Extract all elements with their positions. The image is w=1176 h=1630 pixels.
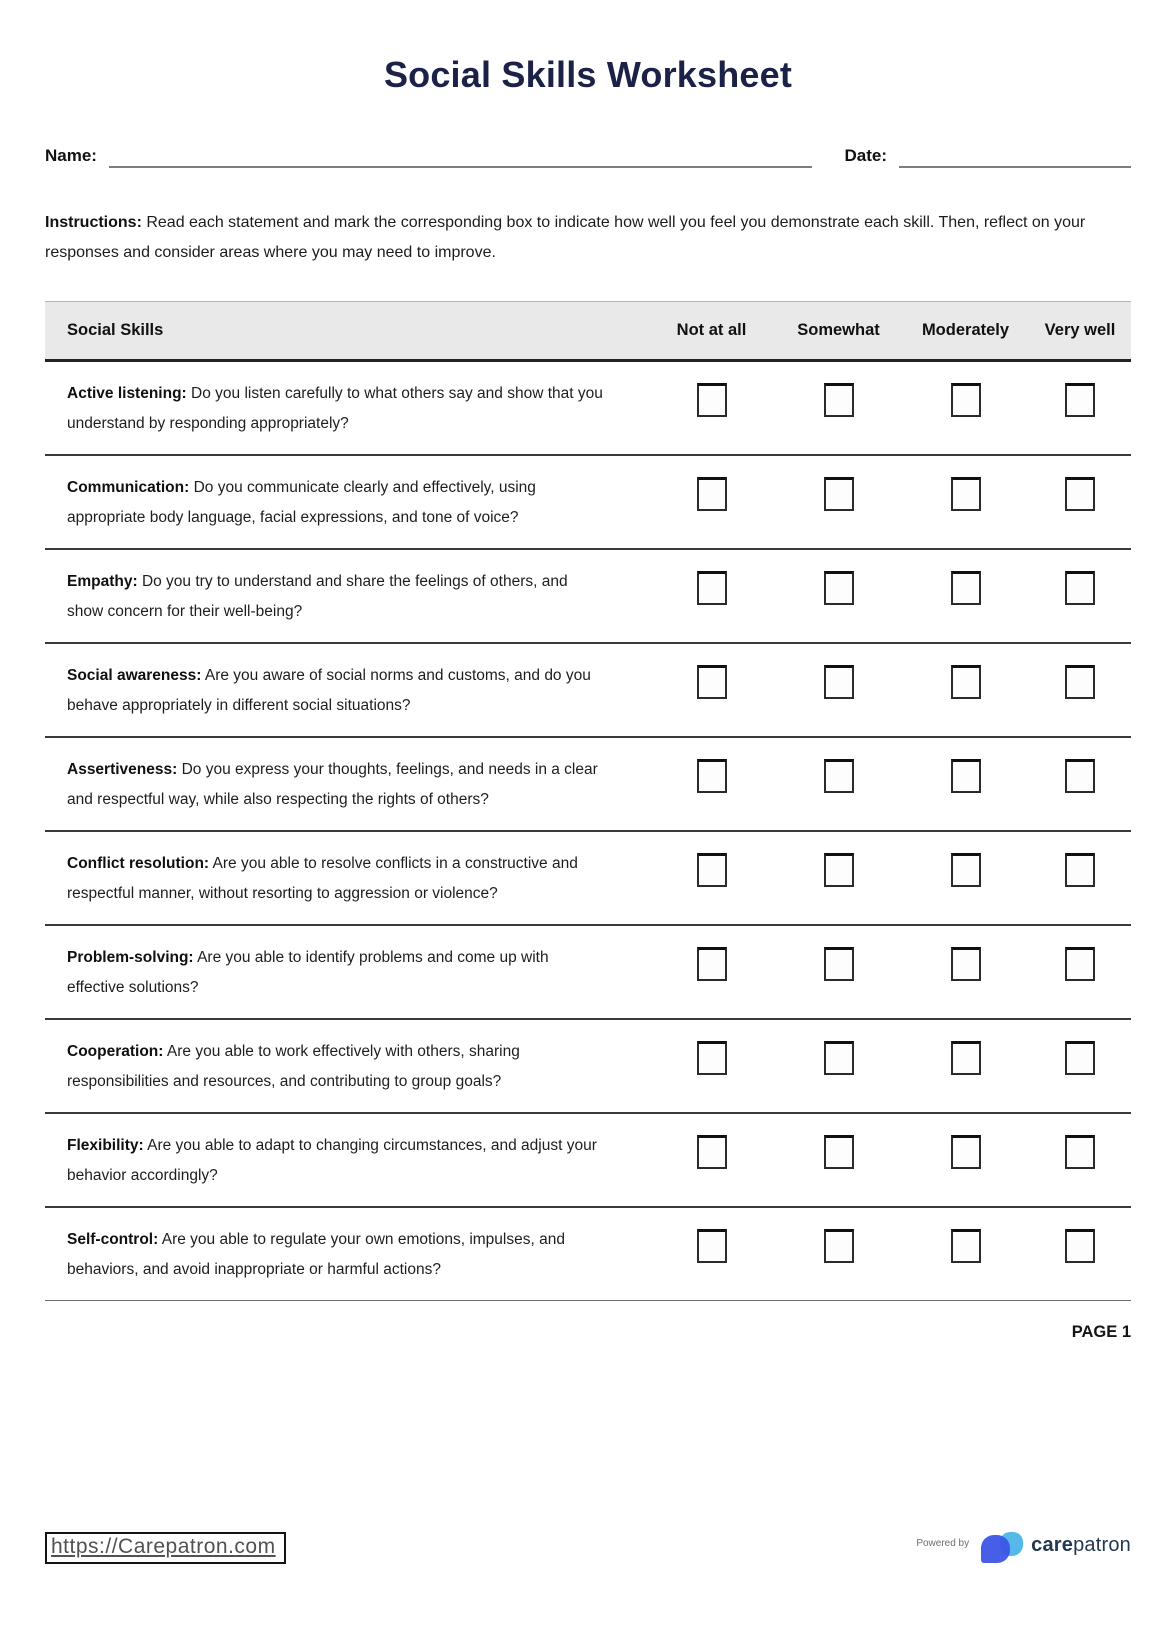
- checkbox-cooperation-very-well[interactable]: [1065, 1041, 1095, 1075]
- checkbox-problem-solving-very-well[interactable]: [1065, 947, 1095, 981]
- table-row: [45, 644, 1131, 738]
- skill-description: Are you able to regulate your own emotions, impulses, and behaviors, and avoid inappropriate or harmful actions?: [67, 1231, 565, 1278]
- skill-name: Conflict resolution:: [67, 855, 210, 872]
- checkbox-assertiveness-moderately[interactable]: [951, 759, 981, 793]
- checkbox-communication-somewhat[interactable]: [824, 477, 854, 511]
- checkbox-problem-solving-not-at-all[interactable]: [697, 947, 727, 981]
- rating-cell: [775, 738, 902, 808]
- column-header-very-well: Very well: [1044, 321, 1116, 339]
- checkbox-communication-very-well[interactable]: [1065, 477, 1095, 511]
- table-row: [45, 1208, 1131, 1301]
- skill-cell: [45, 926, 648, 1018]
- skill-description: Are you able to identify problems and come up with effective solutions?: [67, 949, 549, 996]
- checkbox-assertiveness-somewhat[interactable]: [824, 759, 854, 793]
- skill-description: Are you able to resolve conflicts in a constructive and respectful manner, without resorting to aggression or violence?: [67, 855, 578, 902]
- checkbox-active-listening-somewhat[interactable]: [824, 383, 854, 417]
- rating-cell: [648, 1020, 775, 1090]
- table-row: [45, 1114, 1131, 1208]
- table-row: [45, 456, 1131, 550]
- checkbox-flexibility-moderately[interactable]: [951, 1135, 981, 1169]
- skill-description: Do you try to understand and share the feelings of others, and show concern for their well-being?: [67, 573, 568, 620]
- rating-cell: [902, 1114, 1029, 1184]
- brand-care: care: [1031, 1533, 1074, 1556]
- rating-cell: [775, 362, 902, 432]
- column-header-somewhat: Somewhat: [797, 321, 880, 339]
- skill-name: Active listening:: [67, 385, 187, 402]
- name-field[interactable]: [109, 144, 813, 168]
- skill-name: Assertiveness:: [67, 761, 178, 778]
- instructions-text: [45, 208, 1131, 268]
- skill-description: Are you aware of social norms and customs, and do you behave appropriately in different social situations?: [67, 667, 591, 714]
- rating-cell: [1029, 1208, 1131, 1278]
- checkbox-conflict-resolution-somewhat[interactable]: [824, 853, 854, 887]
- rating-cell: [902, 362, 1029, 432]
- page-title: Social Skills Worksheet: [383, 54, 793, 95]
- rating-cell: [775, 456, 902, 526]
- skill-cell: [45, 1020, 648, 1112]
- rating-cell: [775, 644, 902, 714]
- checkbox-self-control-very-well[interactable]: [1065, 1229, 1095, 1263]
- checkbox-social-awareness-not-at-all[interactable]: [697, 665, 727, 699]
- rating-cell: [648, 738, 775, 808]
- checkbox-self-control-somewhat[interactable]: [824, 1229, 854, 1263]
- checkbox-communication-moderately[interactable]: [951, 477, 981, 511]
- rating-cell: [648, 456, 775, 526]
- rating-cell: [648, 550, 775, 620]
- checkbox-active-listening-very-well[interactable]: [1065, 383, 1095, 417]
- skill-cell: [45, 644, 648, 736]
- name-label: Name:: [45, 146, 97, 165]
- checkbox-social-awareness-moderately[interactable]: [951, 665, 981, 699]
- rating-cell: [1029, 926, 1131, 996]
- checkbox-empathy-moderately[interactable]: [951, 571, 981, 605]
- rating-cell: [648, 1208, 775, 1278]
- carepatron-link[interactable]: https://Carepatron.com: [45, 1532, 286, 1564]
- rating-cell: [648, 832, 775, 902]
- column-header-moderately: Moderately: [921, 321, 1010, 339]
- rating-cell: [775, 926, 902, 996]
- column-header-not-at-all: Not at all: [676, 321, 747, 339]
- checkbox-problem-solving-moderately[interactable]: [951, 947, 981, 981]
- skill-cell: [45, 362, 648, 454]
- column-header-social-skills: Social Skills: [67, 321, 164, 339]
- skill-name: Flexibility:: [67, 1137, 144, 1154]
- rating-cell: [902, 1020, 1029, 1090]
- logo-bubble-dark-icon: [981, 1535, 1010, 1563]
- skill-description: Are you able to work effectively with others, sharing responsibilities and resources, and contributing to group goals?: [67, 1043, 520, 1090]
- checkbox-active-listening-not-at-all[interactable]: [697, 383, 727, 417]
- checkbox-empathy-somewhat[interactable]: [824, 571, 854, 605]
- table-row: [45, 926, 1131, 1020]
- date-label: Date:: [844, 146, 887, 165]
- skill-cell: [45, 1208, 648, 1300]
- checkbox-flexibility-not-at-all[interactable]: [697, 1135, 727, 1169]
- rating-cell: [648, 926, 775, 996]
- skill-cell: [45, 832, 648, 924]
- rating-cell: [648, 1114, 775, 1184]
- rating-cell: [1029, 644, 1131, 714]
- rating-cell: [902, 832, 1029, 902]
- skill-cell: [45, 1114, 648, 1206]
- skill-name: Cooperation:: [67, 1043, 164, 1060]
- rating-cell: [902, 738, 1029, 808]
- rating-cell: [648, 644, 775, 714]
- checkbox-problem-solving-somewhat[interactable]: [824, 947, 854, 981]
- checkbox-cooperation-moderately[interactable]: [951, 1041, 981, 1075]
- skill-name: Self-control:: [67, 1231, 159, 1248]
- rating-cell: [902, 1208, 1029, 1278]
- checkbox-assertiveness-not-at-all[interactable]: [697, 759, 727, 793]
- skill-description: Do you express your thoughts, feelings, and needs in a clear and respectful way, while also respecting the rights of others?: [67, 761, 598, 808]
- date-field[interactable]: [899, 144, 1131, 168]
- checkbox-empathy-not-at-all[interactable]: [697, 571, 727, 605]
- instructions-label: Instructions:: [45, 214, 142, 231]
- skill-cell: [45, 738, 648, 830]
- powered-by-block: [916, 1532, 1131, 1564]
- rating-cell: [775, 1208, 902, 1278]
- checkbox-social-awareness-very-well[interactable]: [1065, 665, 1095, 699]
- rating-cell: [1029, 738, 1131, 808]
- powered-by-label: Powered by: [916, 1537, 970, 1549]
- table-body: [45, 362, 1131, 1301]
- rating-cell: [1029, 832, 1131, 902]
- rating-cell: [902, 456, 1029, 526]
- page-number: PAGE 1: [1071, 1323, 1131, 1341]
- checkbox-conflict-resolution-moderately[interactable]: [951, 853, 981, 887]
- skill-name: Problem-solving:: [67, 949, 194, 966]
- rating-cell: [775, 1020, 902, 1090]
- rating-cell: [902, 926, 1029, 996]
- rating-cell: [775, 550, 902, 620]
- rating-cell: [1029, 456, 1131, 526]
- checkbox-active-listening-moderately[interactable]: [951, 383, 981, 417]
- rating-cell: [775, 1114, 902, 1184]
- checkbox-cooperation-somewhat[interactable]: [824, 1041, 854, 1075]
- table-row: [45, 1020, 1131, 1114]
- skills-table: [45, 301, 1131, 1301]
- name-date-row: [45, 144, 1131, 168]
- table-header-row: [45, 301, 1131, 362]
- table-row: [45, 832, 1131, 926]
- checkbox-self-control-not-at-all[interactable]: [697, 1229, 727, 1263]
- rating-cell: [902, 550, 1029, 620]
- skill-cell: [45, 550, 648, 642]
- checkbox-self-control-moderately[interactable]: [951, 1229, 981, 1263]
- checkbox-flexibility-somewhat[interactable]: [824, 1135, 854, 1169]
- skill-name: Communication:: [67, 479, 190, 496]
- checkbox-communication-not-at-all[interactable]: [697, 477, 727, 511]
- rating-cell: [1029, 550, 1131, 620]
- checkbox-assertiveness-very-well[interactable]: [1065, 759, 1095, 793]
- rating-cell: [1029, 1020, 1131, 1090]
- skill-cell: [45, 456, 648, 548]
- checkbox-social-awareness-somewhat[interactable]: [824, 665, 854, 699]
- footer: [45, 1532, 1131, 1564]
- carepatron-logo-icon: [981, 1532, 1025, 1564]
- rating-cell: [1029, 362, 1131, 432]
- checkbox-flexibility-very-well[interactable]: [1065, 1135, 1095, 1169]
- checkbox-cooperation-not-at-all[interactable]: [697, 1041, 727, 1075]
- checkbox-conflict-resolution-very-well[interactable]: [1065, 853, 1095, 887]
- checkbox-empathy-very-well[interactable]: [1065, 571, 1095, 605]
- table-row: [45, 738, 1131, 832]
- rating-cell: [902, 644, 1029, 714]
- skill-description: Do you communicate clearly and effectively, using appropriate body language, facial expressions, and tone of voice?: [67, 479, 536, 526]
- skill-name: Social awareness:: [67, 667, 202, 684]
- rating-cell: [1029, 1114, 1131, 1184]
- instructions-body: Read each statement and mark the corresponding box to indicate how well you feel you demonstrate each skill. Then, reflect on your responses and consider areas where you may need to improve.: [45, 214, 1086, 261]
- skill-description: Do you listen carefully to what others say and show that you understand by responding appropriately?: [67, 385, 603, 432]
- skill-name: Empathy:: [67, 573, 138, 590]
- table-row: [45, 550, 1131, 644]
- skill-description: Are you able to adapt to changing circumstances, and adjust your behavior accordingly?: [67, 1137, 597, 1184]
- brand-patron: patron: [1073, 1533, 1131, 1556]
- table-row: [45, 362, 1131, 456]
- rating-cell: [648, 362, 775, 432]
- brand-wordmark: [1031, 1534, 1131, 1557]
- rating-cell: [775, 832, 902, 902]
- checkbox-conflict-resolution-not-at-all[interactable]: [697, 853, 727, 887]
